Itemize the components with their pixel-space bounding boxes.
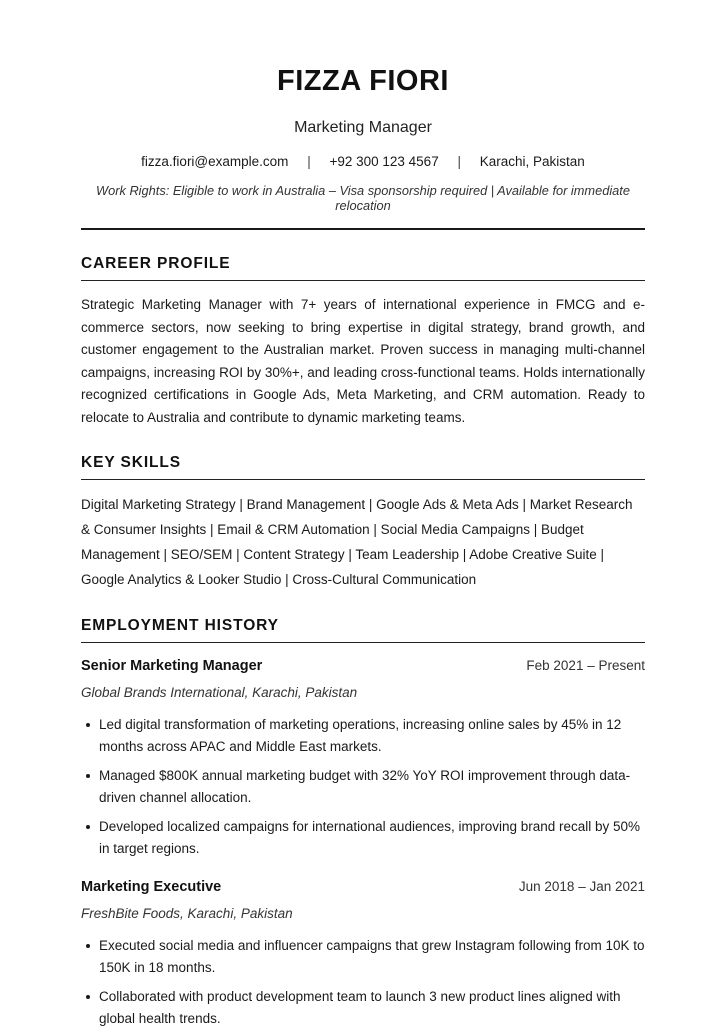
section-employment-history [81,617,645,1030]
job-company: FreshBite Foods, Karachi, Pakistan [81,906,293,921]
key-skills-heading: KEY SKILLS [81,454,645,480]
resume-header [81,64,645,213]
key-skills-text: Digital Marketing Strategy | Brand Management | Google Ads & Meta Ads | Market Research & Consumer Insights | Email & CRM Automation | Social Media Campaigns | Budget Management | SEO/SEM | Content Strategy | Team Leadership | Adobe Creative Suite | Google Analytics & Looker Studio | Cross-Cultural Communication [81,497,633,587]
header-divider [81,228,645,230]
section-career-profile [81,255,645,429]
job-company: Global Brands International, Karachi, Pakistan [81,685,358,700]
contact-separator: | [457,154,461,169]
job-bullet: Led digital transformation of marketing operations, increasing online sales by 45% in 12 months across APAC and Middle East markets. [81,714,645,758]
candidate-name: FIZZA FIORI [277,65,449,97]
job-title: Marketing Executive [81,879,222,895]
job-bullet-list [81,935,645,1030]
job-bullet: Executed social media and influencer campaigns that grew Instagram following from 10K to 150K in 18 months. [81,935,645,979]
job-bullet: Managed $800K annual marketing budget with 32% YoY ROI improvement through data-driven channel allocation. [81,765,645,809]
work-rights-line: Work Rights: Eligible to work in Australia – Visa sponsorship required | Available for immediate relocation [96,183,630,213]
job-bullet-list [81,714,645,860]
contact-email: fizza.fiori@example.com [141,154,289,169]
job-title: Senior Marketing Manager [81,658,263,674]
job-bullet: Collaborated with product development team to launch 3 new product lines aligned with global health trends. [81,986,645,1030]
job-bullet: Developed localized campaigns for international audiences, improving brand recall by 50% in target regions. [81,816,645,860]
job-entry [81,657,645,860]
job-header [81,878,645,896]
job-header [81,657,645,675]
section-key-skills [81,454,645,592]
employment-history-heading: EMPLOYMENT HISTORY [81,617,645,643]
career-profile-heading: CAREER PROFILE [81,255,645,281]
career-profile-text: Strategic Marketing Manager with 7+ years of international experience in FMCG and e-commerce sectors, now seeking to bring expertise in digital strategy, brand growth, and customer engagement to the Australian market. Proven success in managing multi-channel campaigns, increasing ROI by 30%+, and leading cross-functional teams. Holds internationally recognized certifications in Google Ads, Meta Marketing, and CRM automation. Ready to relocate to Australia and contribute to dynamic marketing teams. [81,297,645,425]
contact-separator: | [307,154,311,169]
contact-line [81,154,645,170]
contact-location: Karachi, Pakistan [479,154,585,169]
job-dates: Feb 2021 – Present [526,658,645,673]
job-entry [81,878,645,1030]
job-dates: Jun 2018 – Jan 2021 [518,879,645,894]
contact-phone: +92 300 123 4567 [329,154,439,169]
candidate-job-title: Marketing Manager [294,119,432,136]
